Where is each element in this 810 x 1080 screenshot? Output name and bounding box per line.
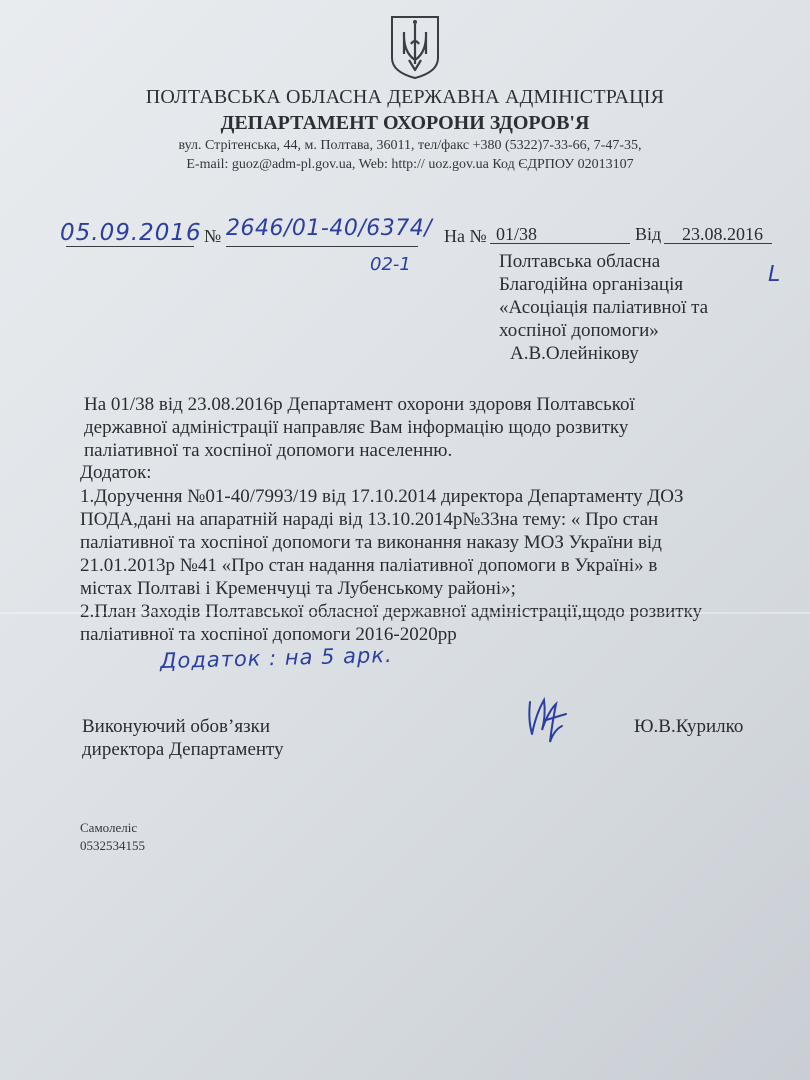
number-sign: № [204, 226, 222, 246]
signatory-name: Ю.В.Курилко [634, 716, 744, 737]
incoming-date: 23.08.2016 [682, 224, 763, 244]
body-line: паліативної та хоспіної допомоги населенню. [84, 440, 453, 461]
department-address: вул. Стрітенська, 44, м. Полтава, 36011, тел/факс +380 (5322)7-33-66, 7-47-35, [178, 138, 642, 153]
coat-of-arms-emblem [389, 14, 441, 80]
annex-item1-line: містах Полтаві і Кременчуці та Лубенському районі»; [80, 578, 516, 599]
incoming-label: На № [444, 226, 487, 246]
addressee-line: «Асоціація паліативної та [499, 297, 709, 318]
executor-name: Самолеліс [80, 820, 138, 835]
incoming-number-underline [490, 243, 630, 244]
signatory-position: директора Департаменту [82, 739, 284, 760]
annex-item1-line: 1.Доручення №01-40/7993/19 від 17.10.2014 директора Департаменту ДОЗ [80, 486, 684, 507]
handwritten-signature [522, 690, 572, 750]
outgoing-number: 2646/01-40/6374/ [226, 216, 433, 241]
addressee-line: Благодійна організація [499, 274, 684, 295]
incoming-date-underline [664, 243, 772, 244]
body-line: державної адміністрації направляє Вам інформацію щодо розвитку [84, 417, 629, 438]
annex-title: Додаток: [80, 462, 152, 483]
executor-phone: 0532534155 [80, 838, 145, 853]
department-contacts: E-mail: guoz@adm-pl.gov.ua, Web: http:// uoz.gov.ua Код ЄДРПОУ 02013107 [186, 157, 634, 172]
addressee-line: хоспіної допомоги» [499, 320, 659, 341]
date-underline [66, 246, 194, 247]
number-underline [226, 246, 418, 247]
addressee-line: Полтавська обласна [499, 251, 661, 272]
annex-item2-line: 2.План Заходів Полтавської обласної державної адміністрації,щодо розвитку [80, 601, 703, 622]
annex-item1-line: паліативної та хоспіної допомоги та виконання наказу МОЗ України від [80, 532, 662, 553]
outgoing-number-suffix: 02-1 [370, 254, 411, 275]
from-label: Від [635, 224, 662, 244]
body-line: На 01/38 від 23.08.2016р Департамент охорони здоровя Полтавської [84, 394, 635, 415]
paper-fold [0, 612, 810, 614]
administration-title: ПОЛТАВСЬКА ОБЛАСНА ДЕРЖАВНА АДМІНІСТРАЦІЯ [145, 86, 665, 108]
signatory-position: Виконуючий обов’язки [82, 716, 270, 737]
annex-item2-line: паліативної та хоспіної допомоги 2016-2020рр [80, 624, 457, 645]
annex-item1-line: ПОДА,дані на апаратній нараді від 13.10.2014р№33на тему: « Про стан [80, 509, 659, 530]
incoming-number: 01/38 [496, 224, 538, 244]
addressee-line: А.В.Олейнікову [510, 343, 639, 364]
handwritten-annex-note: Додаток : на 5 арк. [159, 642, 393, 674]
outgoing-date: 05.09.2016 [60, 220, 202, 246]
check-mark: ᒪ [768, 262, 781, 287]
department-title: ДЕПАРТАМЕНТ ОХОРОНИ ЗДОРОВ'Я [220, 112, 590, 134]
annex-item1-line: 21.01.2013р №41 «Про стан надання паліативної допомоги в Україні» в [80, 555, 658, 576]
